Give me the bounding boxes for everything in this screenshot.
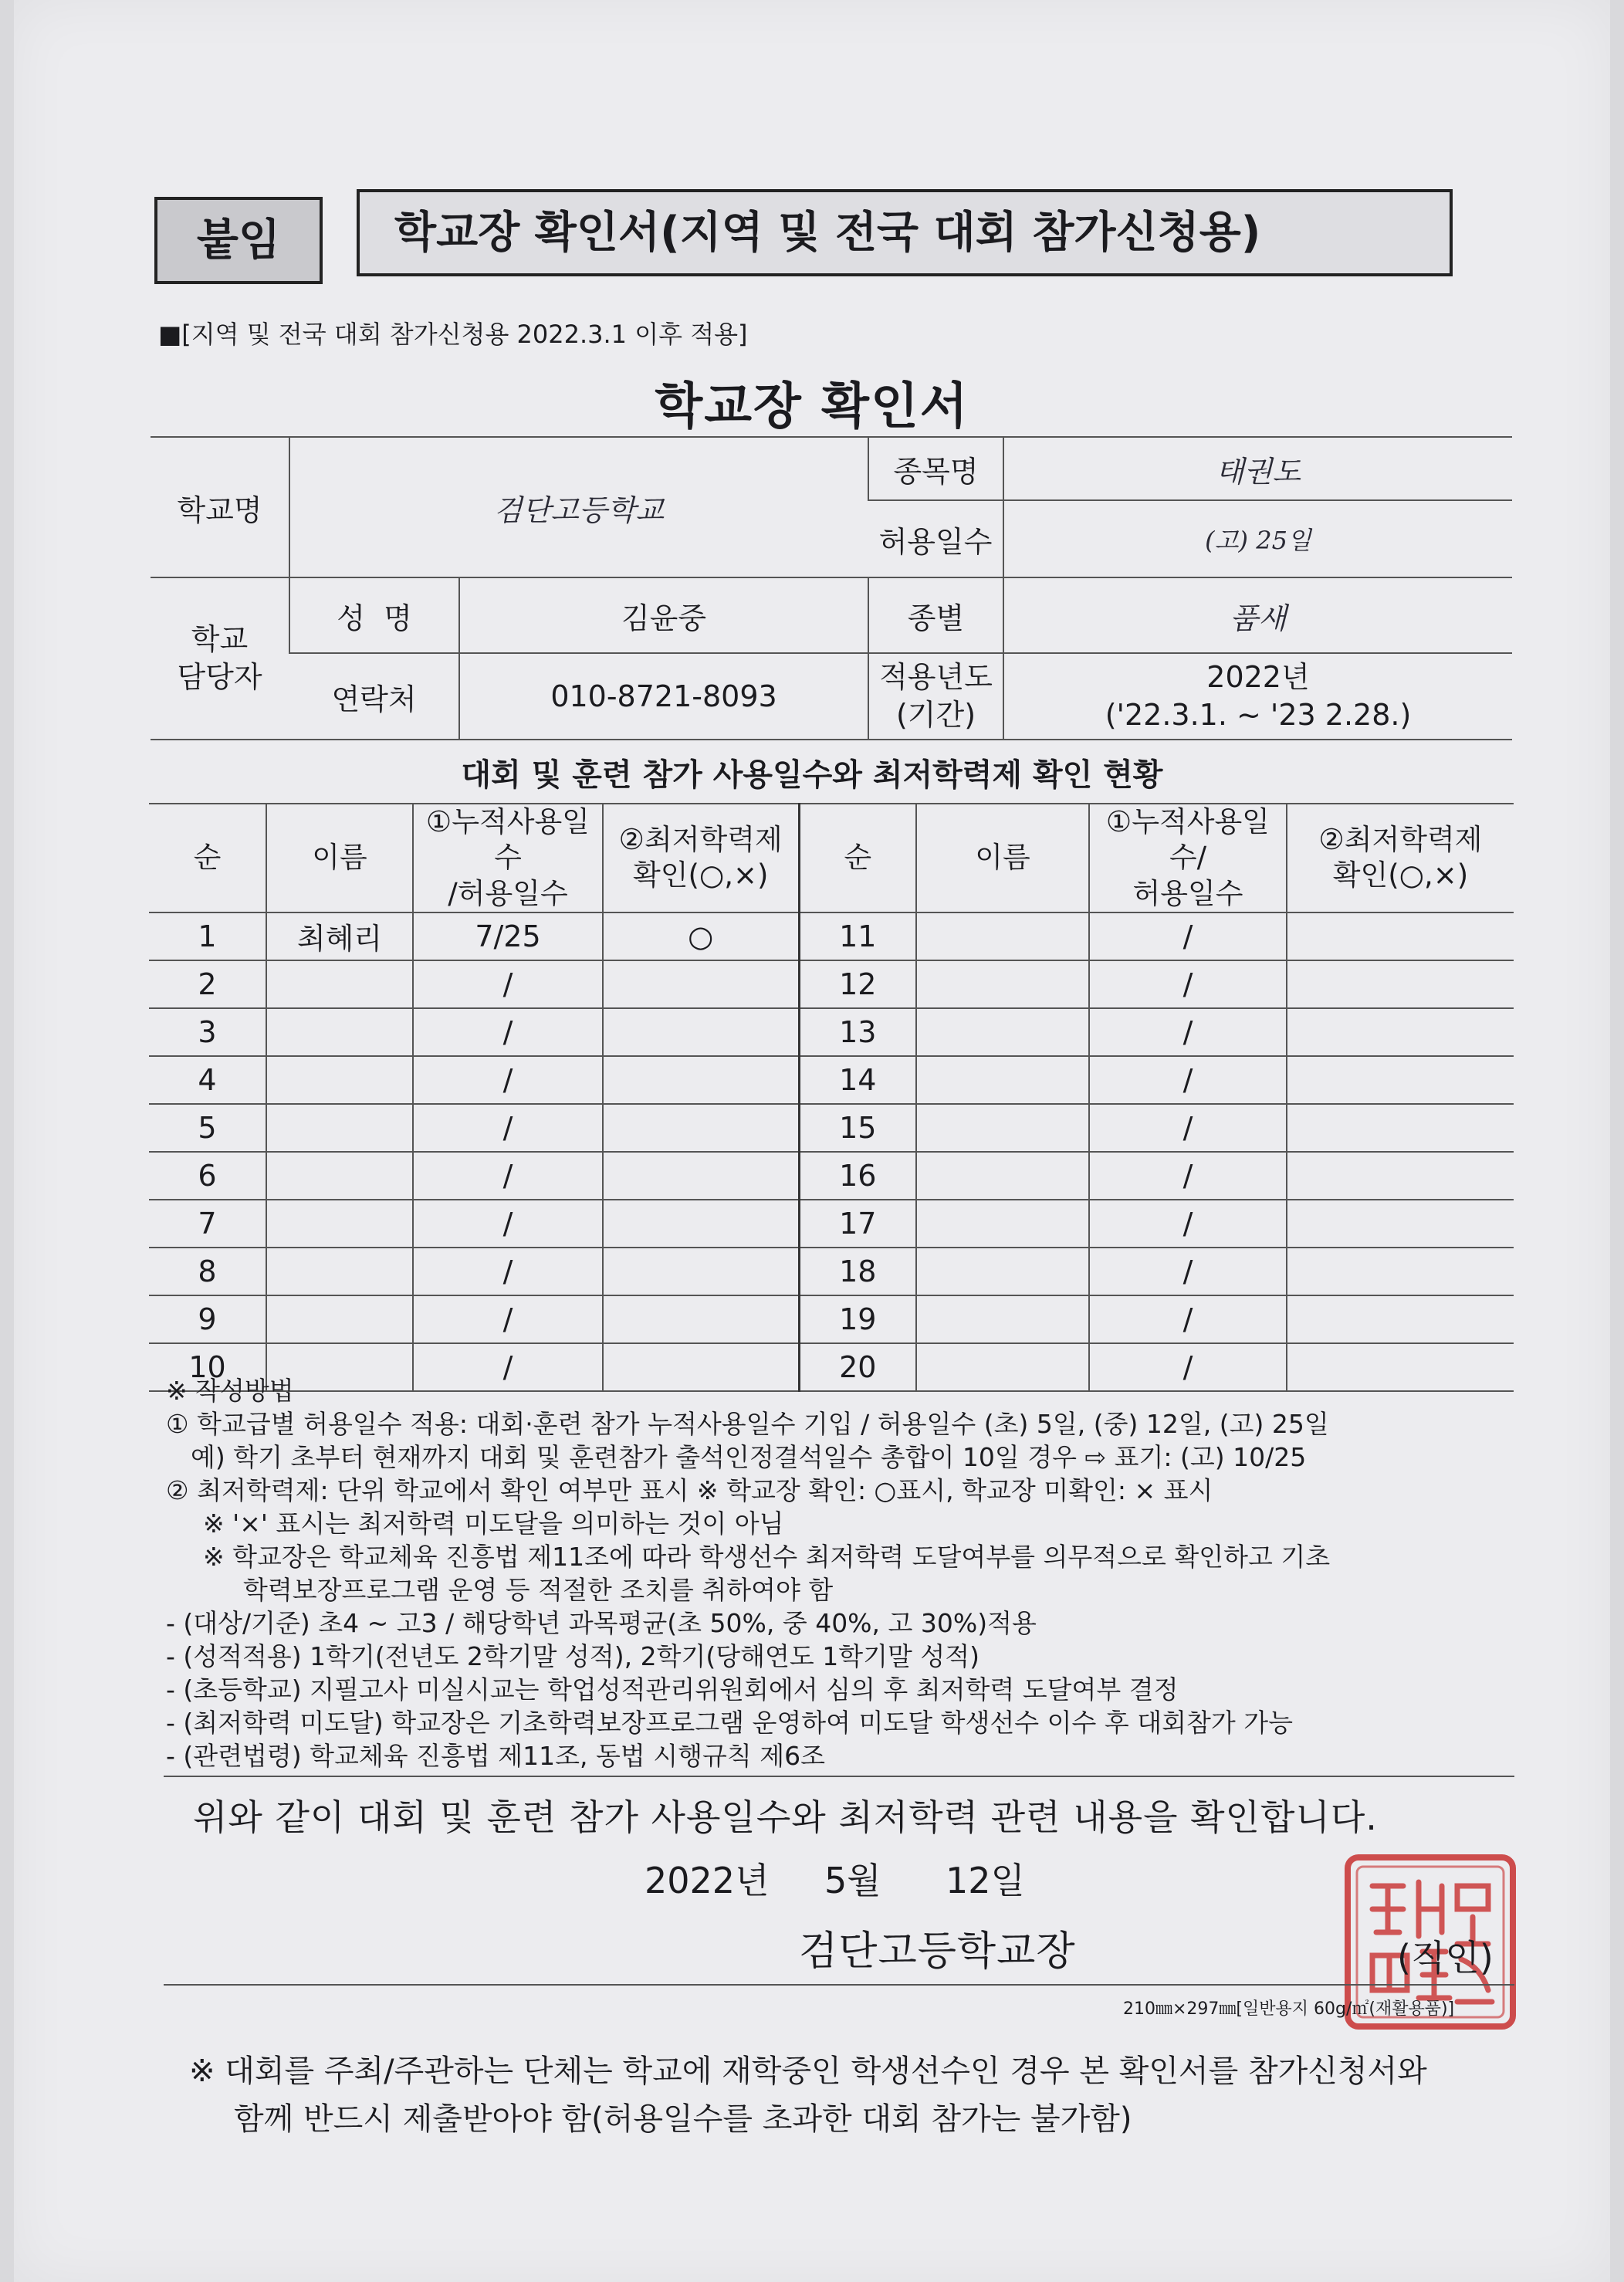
name-label: 성 명: [289, 577, 459, 653]
cell-days: /: [413, 1343, 603, 1391]
cell-days-2: /: [1089, 960, 1287, 1008]
instruction-bullet-2: - (성적적용) 1학기(전년도 2학기말 성적), 2학기(당해연도 1학기말 성적): [166, 1641, 980, 1671]
contact-value: 010-8721-8093: [459, 653, 868, 740]
cell-seq: 2: [149, 960, 266, 1008]
cell-seq: 4: [149, 1056, 266, 1104]
cell-name-2: [916, 1200, 1089, 1248]
year-value: 2022년 ('22.3.1. ~ '23 2.28.): [1003, 653, 1512, 740]
cell-days: 7/25: [413, 912, 603, 960]
cell-seq: 1: [149, 912, 266, 960]
submission-note-line-2: 함께 반드시 제출받아야 함(허용일수를 초과한 대회 참가는 불가함): [234, 2101, 1132, 2137]
cell-days-2: /: [1089, 1295, 1287, 1343]
days-value: (고) 25일: [1003, 500, 1512, 577]
cell-academic-2: [1287, 1152, 1514, 1200]
divider: [164, 1776, 1514, 1777]
cell-academic: [603, 1295, 799, 1343]
cell-academic: [603, 960, 799, 1008]
cell-days-2: /: [1089, 1343, 1287, 1391]
cell-days-2: /: [1089, 1200, 1287, 1248]
header-seq-2: 순: [799, 804, 916, 912]
cell-name: [266, 1152, 413, 1200]
cell-days: /: [413, 1056, 603, 1104]
cell-name: [266, 1008, 413, 1056]
attachment-tag: [154, 197, 323, 284]
cell-seq: 6: [149, 1152, 266, 1200]
cell-name: [266, 1295, 413, 1343]
cell-name: [266, 960, 413, 1008]
cell-seq-2: 18: [799, 1248, 916, 1295]
table-row: [149, 1248, 1514, 1295]
days-label: 허용일수: [868, 500, 1003, 577]
header-academic-2: ②최저학력제 확인(○,×): [1287, 804, 1514, 912]
info-table: [151, 436, 1512, 740]
table-row: [149, 1104, 1514, 1152]
cell-seq-2: 16: [799, 1152, 916, 1200]
table-row: [149, 960, 1514, 1008]
instruction-bullet-4: - (최저학력 미도달) 학교장은 기초학력보장프로그램 운영하여 미도달 학생선수 이수 후 대회참가 가능: [166, 1708, 1294, 1738]
header-seq: 순: [149, 804, 266, 912]
instruction-1: ① 학교급별 허용일수 적용: 대회·훈련 참가 누적사용일수 기입 / 허용일수 (초) 5일, (중) 12일, (고) 25일: [166, 1409, 1329, 1439]
instruction-bullet-5: - (관련법령) 학교체육 진흥법 제11조, 동법 시행규칙 제6조: [166, 1741, 825, 1771]
cell-name-2: [916, 1152, 1089, 1200]
cell-seq: 5: [149, 1104, 266, 1152]
table-row: [149, 1200, 1514, 1248]
header-days-2: ①누적사용일수/ 허용일수: [1089, 804, 1287, 912]
applicability-note: ■[지역 및 전국 대회 참가신청용 2022.3.1 이후 적용]: [158, 320, 748, 349]
document-title: 학교장 확인서: [655, 378, 969, 435]
table-row: [149, 1056, 1514, 1104]
usage-table-header: [149, 804, 1514, 912]
cell-academic-2: [1287, 1248, 1514, 1295]
cell-days-2: /: [1089, 1104, 1287, 1152]
cell-name-2: [916, 1104, 1089, 1152]
header-name-2: 이름: [916, 804, 1089, 912]
cell-days-2: /: [1089, 912, 1287, 960]
name-value: 김윤중: [459, 577, 868, 653]
date-year: 2022년: [645, 1860, 770, 1901]
school-label: 학교명: [151, 437, 289, 577]
cell-seq-2: 14: [799, 1056, 916, 1104]
cell-academic: [603, 1152, 799, 1200]
submission-note: [189, 2047, 1427, 2143]
cell-academic-2: [1287, 1104, 1514, 1152]
submission-note-line-1: ※ 대회를 주최/주관하는 단체는 학교에 재학중인 학생선수인 경우 본 확인서를 참가신청서와: [189, 2053, 1427, 2089]
date-day: 12일: [946, 1860, 1025, 1901]
cell-days-2: /: [1089, 1008, 1287, 1056]
cell-days: /: [413, 1200, 603, 1248]
cell-name-2: [916, 1248, 1089, 1295]
cell-days: /: [413, 1104, 603, 1152]
instruction-1-example: 예) 학기 초부터 현재까지 대회 및 훈련참가 출석인정결석일수 총합이 10일 경우 ⇨ 표기: (고) 10/25: [191, 1442, 1307, 1472]
cell-academic: ○: [603, 912, 799, 960]
attachment-tag-label: 붙임: [196, 215, 281, 266]
cell-seq: 10: [149, 1343, 266, 1391]
cell-seq-2: 19: [799, 1295, 916, 1343]
cell-seq-2: 13: [799, 1008, 916, 1056]
cell-days: /: [413, 960, 603, 1008]
instruction-2-note-a: ※ '×' 표시는 최저학력 미도달을 의미하는 것이 아님: [203, 1508, 784, 1539]
cell-name: 최혜리: [266, 912, 413, 960]
cell-academic-2: [1287, 1295, 1514, 1343]
cell-seq: 7: [149, 1200, 266, 1248]
cell-name-2: [916, 1008, 1089, 1056]
cell-academic-2: [1287, 1200, 1514, 1248]
cell-academic-2: [1287, 960, 1514, 1008]
cell-academic-2: [1287, 1008, 1514, 1056]
sport-label: 종목명: [868, 437, 1003, 500]
instructions-title: ※ 작성방법: [166, 1376, 294, 1406]
cell-name: [266, 1104, 413, 1152]
cell-seq-2: 20: [799, 1343, 916, 1391]
table-row: [149, 1152, 1514, 1200]
instruction-bullet-1: - (대상/기준) 초4 ~ 고3 / 해당학년 과목평균(초 50%, 중 40%, 고 30%)적용: [166, 1608, 1037, 1638]
cell-days-2: /: [1089, 1152, 1287, 1200]
year-label: 적용년도 (기간): [868, 653, 1003, 740]
section-title: 대회 및 훈련 참가 사용일수와 최저학력제 확인 현황: [461, 757, 1163, 793]
instruction-2-note-b-cont: 학력보장프로그램 운영 등 적절한 조치를 취하여야 함: [243, 1575, 834, 1605]
school-value: 검단고등학교: [289, 437, 868, 577]
cell-name-2: [916, 912, 1089, 960]
cell-seq: 3: [149, 1008, 266, 1056]
cell-name: [266, 1200, 413, 1248]
cell-academic: [603, 1104, 799, 1152]
cell-seq-2: 15: [799, 1104, 916, 1152]
principal-name: 검단고등학교장: [799, 1928, 1076, 1975]
contact-label: 연락처: [289, 653, 459, 740]
table-row: [149, 1008, 1514, 1056]
manager-label: 학교 담당자: [151, 577, 289, 740]
cell-seq-2: 12: [799, 960, 916, 1008]
cell-seq: 8: [149, 1248, 266, 1295]
instruction-2: ② 최저학력제: 단위 학교에서 확인 여부만 표시 ※ 학교장 확인: ○표시, 학교장 미확인: × 표시: [166, 1475, 1213, 1505]
sport-value: 태권도: [1003, 437, 1512, 500]
cell-name: [266, 1248, 413, 1295]
cell-seq-2: 17: [799, 1200, 916, 1248]
cell-name-2: [916, 1056, 1089, 1104]
cell-seq-2: 11: [799, 912, 916, 960]
usage-table: [149, 803, 1514, 1392]
cell-academic: [603, 1248, 799, 1295]
cell-name-2: [916, 1295, 1089, 1343]
cell-days: /: [413, 1008, 603, 1056]
header-academic: ②최저학력제 확인(○,×): [603, 804, 799, 912]
cell-days: /: [413, 1152, 603, 1200]
cell-name: [266, 1056, 413, 1104]
cell-seq: 9: [149, 1295, 266, 1343]
paper-spec: 210㎜×297㎜[일반용지 60g/㎡(재활용품)]: [1123, 1999, 1455, 2019]
divider-bottom: [164, 1984, 1514, 1986]
cell-days: /: [413, 1295, 603, 1343]
seal-label: (직인): [1397, 1937, 1494, 1979]
cell-academic-2: [1287, 1056, 1514, 1104]
instructions: [166, 1374, 1524, 1772]
table-row: [149, 1295, 1514, 1343]
cell-academic: [603, 1008, 799, 1056]
cell-academic: [603, 1200, 799, 1248]
event-value: 품새: [1003, 577, 1512, 653]
header-days: ①누적사용일수 /허용일수: [413, 804, 603, 912]
date-month: 5월: [824, 1860, 881, 1901]
cell-academic-2: [1287, 912, 1514, 960]
cell-academic: [603, 1056, 799, 1104]
header-title: 학교장 확인서(지역 및 전국 대회 참가신청용): [394, 207, 1261, 258]
instruction-bullet-3: - (초등학교) 지필고사 미실시교는 학업성적관리위원회에서 심의 후 최저학력 도달여부 결정: [166, 1674, 1179, 1705]
cell-days-2: /: [1089, 1248, 1287, 1295]
cell-days-2: /: [1089, 1056, 1287, 1104]
table-row: [149, 912, 1514, 960]
header-name: 이름: [266, 804, 413, 912]
confirmation-text: 위와 같이 대회 및 훈련 참가 사용일수와 최저학력 관련 내용을 확인합니다.: [193, 1796, 1378, 1838]
usage-table-body: [149, 912, 1514, 1391]
instruction-2-note-b: ※ 학교장은 학교체육 진흥법 제11조에 따라 학생선수 최저학력 도달여부를 의무적으로 확인하고 기초: [203, 1542, 1331, 1572]
cell-name-2: [916, 960, 1089, 1008]
event-label: 종별: [868, 577, 1003, 653]
cell-days: /: [413, 1248, 603, 1295]
header-title-box: [357, 189, 1453, 276]
